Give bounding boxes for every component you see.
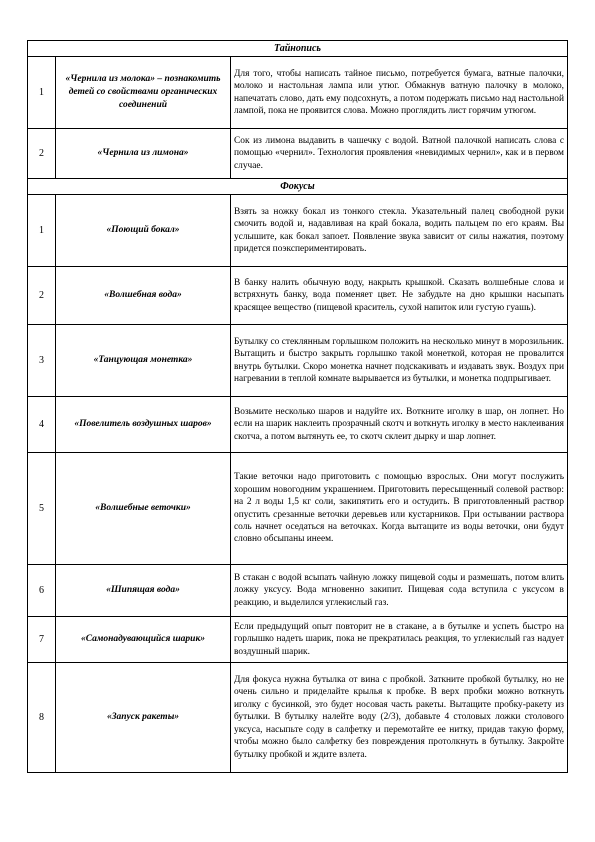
table-row xyxy=(28,663,568,773)
experiment-description: Бутылку со стеклянным горлышком положить на несколько минут в морозильник. Вытащить и быстро закрыть горлышко такой монеткой, которая не провалится внутрь бутылки. Скоро монетка начнет подскакивать и издавать звук. Воздух при нагревании в теплой комнате вырывается из бутылки, и монетка подпрыгивает. xyxy=(231,325,568,397)
experiment-title: «Волшебные веточки» xyxy=(56,453,231,565)
table-row xyxy=(28,267,568,325)
experiment-title: «Чернила из молока» – познакомить детей со свойствами органических соединений xyxy=(56,57,231,129)
table-row xyxy=(28,129,568,179)
experiment-title: «Шипящая вода» xyxy=(56,565,231,617)
experiment-title: «Самонадувающийся шарик» xyxy=(56,617,231,663)
section-heading: Тайнопись xyxy=(28,41,568,57)
experiments-table xyxy=(27,40,568,773)
table-row xyxy=(28,453,568,565)
experiment-description: Для того, чтобы написать тайное письмо, потребуется бумага, ватные палочки, молоко и настольная лампа или утюг. Обмакнув ватную палочку в молоко, напечатать слово, дать ему подсохнуть, а потом подержать письмо над настольной лампой, пока не проявится слова. Можно проглядить лист горячим утюгом. xyxy=(231,57,568,129)
table-row xyxy=(28,565,568,617)
experiment-description: Сок из лимона выдавить в чашечку с водой. Ватной палочкой написать слова с помощью «чернил». Технология проявления «невидимых чернил», как и в первом случае. xyxy=(231,129,568,179)
experiment-description: Если предыдущий опыт повторит не в стакане, а в бутылке и успеть быстро на горлышко надеть шарик, пока не прекратилась реакция, то углекислый газ надует воздушный шарик. xyxy=(231,617,568,663)
table-row xyxy=(28,195,568,267)
table-row xyxy=(28,325,568,397)
row-number: 7 xyxy=(28,617,56,663)
experiment-title: «Поющий бокал» xyxy=(56,195,231,267)
experiment-title: «Запуск ракеты» xyxy=(56,663,231,773)
experiment-title: «Танцующая монетка» xyxy=(56,325,231,397)
table-row xyxy=(28,617,568,663)
row-number: 2 xyxy=(28,267,56,325)
experiment-title: «Чернила из лимона» xyxy=(56,129,231,179)
experiment-description: В банку налить обычную воду, накрыть крышкой. Сказать волшебные слова и встряхнуть банку, вода поменяет цвет. Не забудьте на дно крышки насыпать красящее вещество (пищевой краситель, сухой напиток или густую гуашь). xyxy=(231,267,568,325)
experiment-title: «Волшебная вода» xyxy=(56,267,231,325)
experiment-title: «Повелитель воздушных шаров» xyxy=(56,397,231,453)
row-number: 1 xyxy=(28,57,56,129)
row-number: 3 xyxy=(28,325,56,397)
row-number: 1 xyxy=(28,195,56,267)
experiment-description: Взять за ножку бокал из тонкого стекла. Указательный палец свободной руки смочить водой и, надавливая на край бокала, водить пальцем по его краям. Вы услышите, как бокал запоет. Появление звука зависит от силы нажатия, поэтому придется поэкспериментировать. xyxy=(231,195,568,267)
row-number: 8 xyxy=(28,663,56,773)
table-row xyxy=(28,397,568,453)
experiment-description: Для фокуса нужна бутылка от вина с пробкой. Заткните пробкой бутылку, но не очень сильно и приделайте крылья к пробке. В верх пробки можно воткнуть иголку с бусинкой, это будет носовая часть ракеты. Вытащите пробку-ракету из бутылки. В бутылку налейте воду (2/3), добавьте 4 столовых ложки столового уксуса, насыпьте соду в салфетку и перемотайте ее нитку, придав такую форму, чтобы можно было салфетку без повреждения протолкнуть в бутылку. Закройте бутылку пробкой и ждите взлета. xyxy=(231,663,568,773)
section-heading: Фокусы xyxy=(28,179,568,195)
row-number: 5 xyxy=(28,453,56,565)
table-row xyxy=(28,57,568,129)
experiment-description: Такие веточки надо приготовить с помощью взрослых. Они могут послужить хорошим новогодним украшением. Приготовить пересыщенный солевой раствор: на 2 л воды 1,5 кг соли, закипятить его и остудить. В приготовленный раствор опустить срезанные веточки деревьев или кустарников. При остывании раствора соль начнет оседаться на веточках. Когда вытащите из воды веточки, они будут словно обсыпаны инеем. xyxy=(231,453,568,565)
experiment-description: Возьмите несколько шаров и надуйте их. Воткните иголку в шар, он лопнет. Но если на шарик наклеить прозрачный скотч и воткнуть иголку в место наклеивания скотча, а потом вытянуть ее, то скотч склеит дырку и шар лопнет. xyxy=(231,397,568,453)
experiment-description: В стакан с водой всыпать чайную ложку пищевой соды и размешать, потом влить ложку уксусу. Вода мгновенно закипит. Пищевая сода вступила с уксусом в реакцию, и выделился углекислый газ. xyxy=(231,565,568,617)
section-header-row xyxy=(28,179,568,195)
row-number: 2 xyxy=(28,129,56,179)
section-header-row xyxy=(28,41,568,57)
row-number: 4 xyxy=(28,397,56,453)
row-number: 6 xyxy=(28,565,56,617)
